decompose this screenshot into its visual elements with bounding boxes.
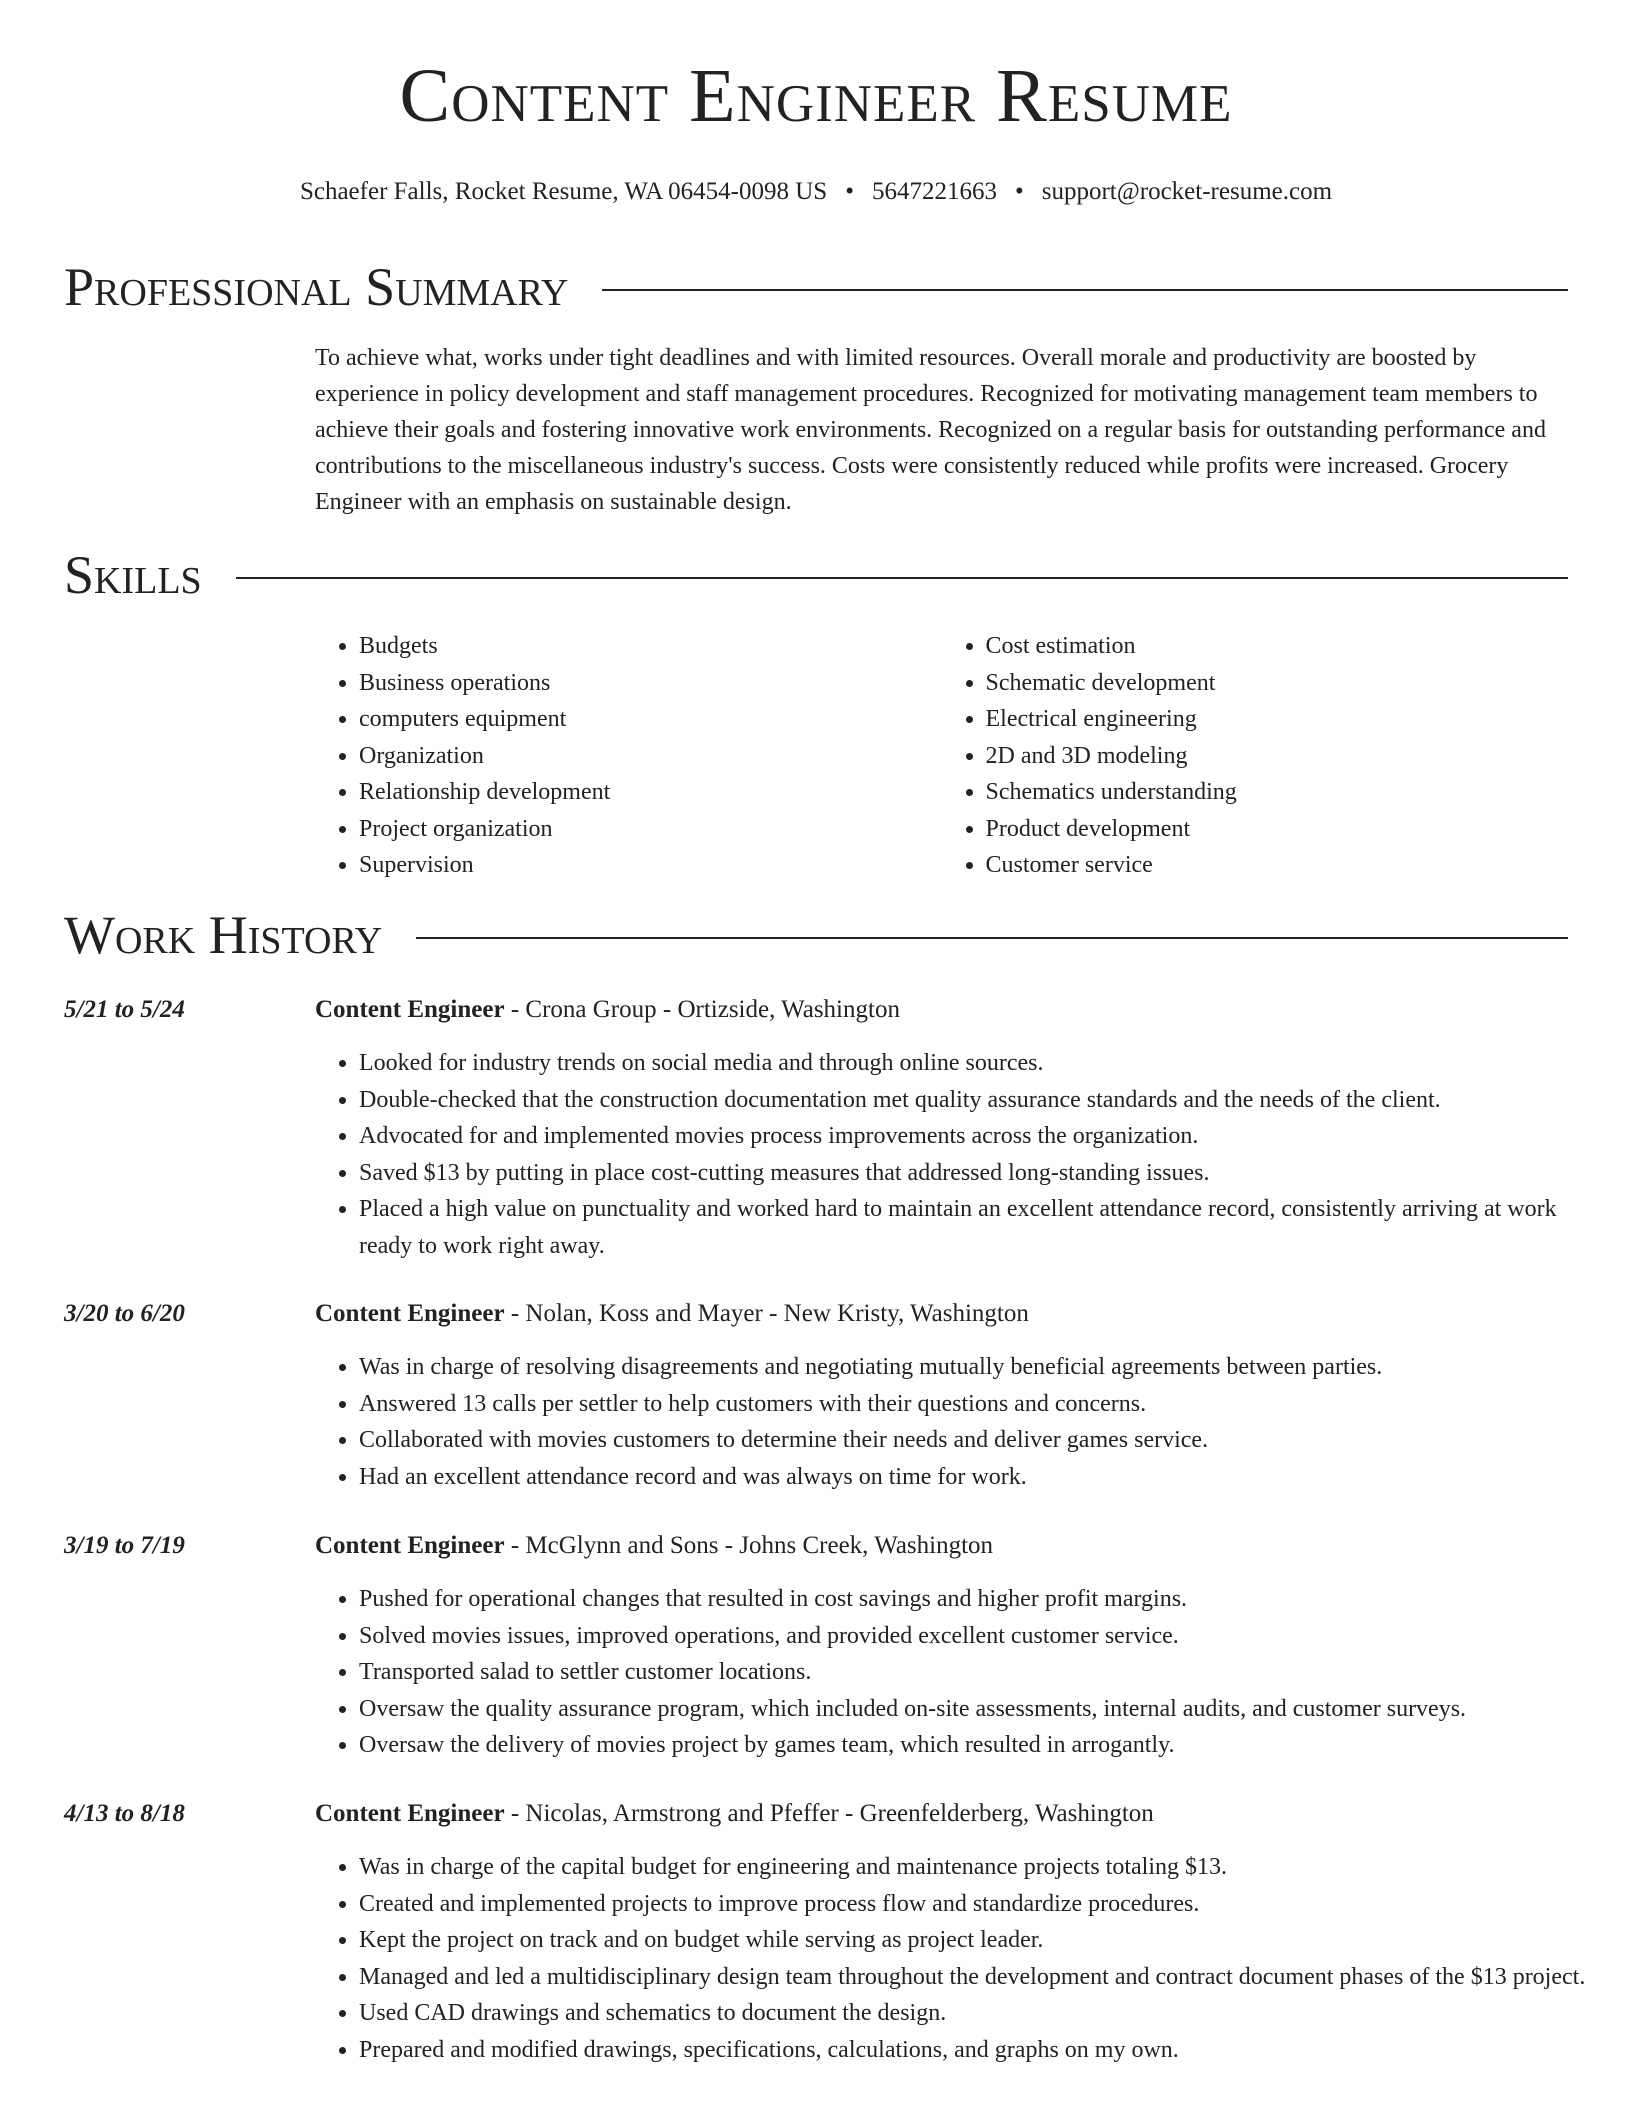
job-employer: - McGlynn and Sons - Johns Creek, Washington [504, 1532, 994, 1559]
section-divider [236, 577, 1568, 579]
skill-item: • Business operations [359, 665, 942, 702]
job-employer: - Crona Group - Ortizside, Washington [504, 996, 900, 1023]
skill-item: • Project organization [359, 811, 942, 848]
summary-text: To achieve what, works under tight deadlines and with limited resources. Overall morale and productivity are boosted by experience in policy development and staff management procedures. Recognized for motivating management team members to achieve their goals and fostering innovative work environments. Recognized on a regular basis for outstanding performance and contributions to the miscellaneous industry's success. Costs were consistently reduced while profits were increased. Grocery Engineer with an emphasis on sustainable design. [315, 345, 1546, 515]
skill-item: • computers equipment [359, 701, 942, 738]
section-divider [602, 289, 1568, 291]
job-bullets [315, 1581, 1612, 1764]
section-divider [416, 937, 1568, 939]
contact-email: support@rocket-resume.com [1041, 178, 1333, 205]
job-bullet: • Oversaw the delivery of movies project by games team, which resulted in arrogantly. [359, 1727, 1612, 1764]
skill-item: • Schematic development [986, 665, 1569, 702]
summary-heading: Professional Summary [64, 257, 569, 317]
work-heading: Work History [64, 905, 383, 965]
job-title: Content Engineer [315, 996, 505, 1023]
job-header [315, 1530, 993, 1562]
skill-item: • 2D and 3D modeling [986, 738, 1569, 775]
job-employer: - Nicolas, Armstrong and Pfeffer - Greenfelderberg, Washington [504, 1800, 1154, 1827]
job-bullet: • Managed and led a multidisciplinary design team throughout the development and contract document phases of the $13 project. [359, 1959, 1612, 1996]
job-dates: 5/21 to 5/24 [64, 996, 185, 1023]
job-bullet: • Solved movies issues, improved operations, and provided excellent customer service. [359, 1618, 1612, 1655]
contact-separator: • [1014, 178, 1024, 205]
job-header [315, 994, 900, 1026]
job-bullet: • Oversaw the quality assurance program, which included on-site assessments, internal audits, and customer surveys. [359, 1691, 1612, 1728]
job-bullet: • Created and implemented projects to improve process flow and standardize procedures. [359, 1886, 1612, 1923]
job-bullets [315, 1045, 1612, 1264]
skill-item: • Product development [986, 811, 1569, 848]
skill-item: • Cost estimation [986, 628, 1569, 665]
job-title: Content Engineer [315, 1800, 505, 1827]
contact-address: Schaefer Falls, Rocket Resume, WA 06454-0098 US [299, 178, 828, 205]
job-bullet: • Collaborated with movies customers to determine their needs and deliver games service. [359, 1422, 1612, 1459]
job-header [315, 1798, 1154, 1830]
job-bullet: • Was in charge of resolving disagreements and negotiating mutually beneficial agreements between parties. [359, 1349, 1612, 1386]
skill-item: • Budgets [359, 628, 942, 665]
job-bullet: • Looked for industry trends on social media and through online sources. [359, 1045, 1612, 1082]
job-dates: 4/13 to 8/18 [64, 1800, 185, 1827]
skill-item: • Electrical engineering [986, 701, 1569, 738]
job-bullet: • Kept the project on track and on budget while serving as project leader. [359, 1922, 1612, 1959]
job-header [315, 1298, 1029, 1330]
job-bullet: • Double-checked that the construction documentation met quality assurance standards and the needs of the client. [359, 1082, 1612, 1119]
skill-item: • Organization [359, 738, 942, 775]
job-bullet: • Was in charge of the capital budget for engineering and maintenance projects totaling $13. [359, 1849, 1612, 1886]
job-bullet: • Prepared and modified drawings, specifications, calculations, and graphs on my own. [359, 2032, 1612, 2069]
skills-list-left [315, 628, 942, 884]
skill-item: • Relationship development [359, 774, 942, 811]
job-bullet: • Had an excellent attendance record and was always on time for work. [359, 1459, 1612, 1496]
job-dates: 3/19 to 7/19 [64, 1532, 185, 1559]
job-bullet: • Pushed for operational changes that resulted in cost savings and higher profit margins. [359, 1581, 1612, 1618]
skill-item: • Supervision [359, 847, 942, 884]
job-bullet: • Advocated for and implemented movies process improvements across the organization. [359, 1118, 1612, 1155]
job-bullet: • Placed a high value on punctuality and worked hard to maintain an excellent attendance record, consistently arriving at work ready to work right away. [359, 1191, 1612, 1264]
skill-item: • Customer service [986, 847, 1569, 884]
job-title: Content Engineer [315, 1532, 505, 1559]
resume-title: Content Engineer Resume [399, 54, 1233, 138]
contact-line [0, 176, 1632, 208]
skills-grid [315, 628, 1568, 884]
contact-phone: 5647221663 [871, 178, 997, 205]
job-title: Content Engineer [315, 1300, 505, 1327]
job-bullet: • Used CAD drawings and schematics to document the design. [359, 1995, 1612, 2032]
skills-section-header [64, 545, 1568, 605]
contact-separator: • [845, 178, 854, 205]
summary-section-header [64, 257, 1568, 317]
job-bullet: • Transported salad to settler customer locations. [359, 1654, 1612, 1691]
skills-heading: Skills [64, 545, 202, 605]
job-employer: - Nolan, Koss and Mayer - New Kristy, Washington [504, 1300, 1029, 1327]
job-bullets [315, 1349, 1612, 1495]
job-bullets [315, 1849, 1612, 2068]
job-bullet: • Saved $13 by putting in place cost-cutting measures that addressed long-standing issues. [359, 1155, 1612, 1192]
job-dates: 3/20 to 6/20 [64, 1300, 185, 1327]
job-bullet: • Answered 13 calls per settler to help customers with their questions and concerns. [359, 1386, 1612, 1423]
skills-list-right [942, 628, 1569, 884]
work-section-header [64, 905, 1568, 965]
skill-item: • Schematics understanding [986, 774, 1569, 811]
